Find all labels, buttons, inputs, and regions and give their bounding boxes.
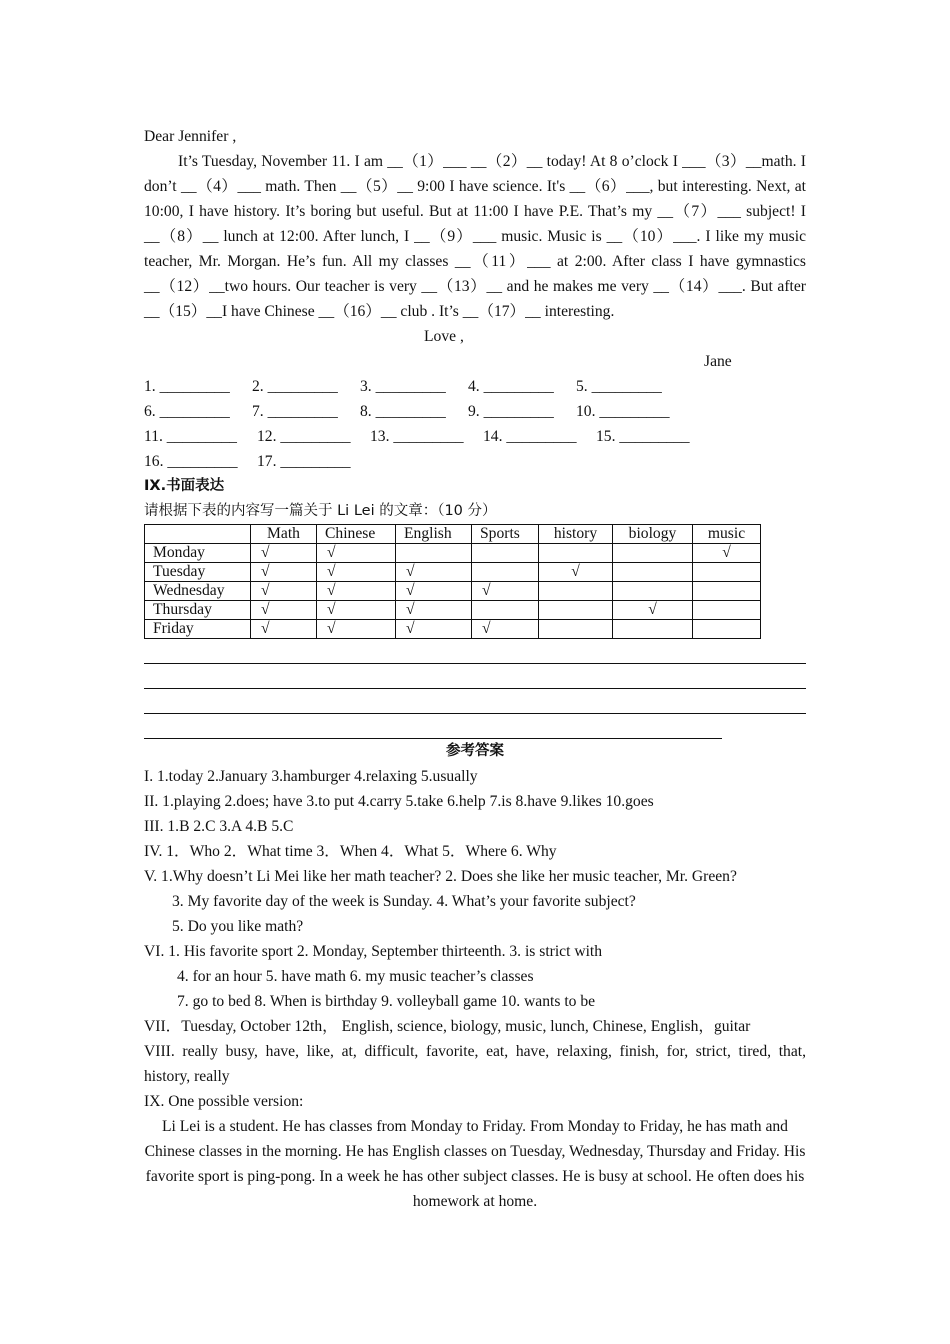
blank-field[interactable]: 3. _________ (360, 378, 446, 395)
table-row (145, 620, 761, 639)
table-cell: √ (317, 582, 396, 601)
table-cell (613, 582, 693, 601)
answer-line: VIII. really busy, have, like, at, difficult, favorite, eat, have, relaxing, finish, for, strict, tired, that, (144, 1043, 806, 1060)
blank-field[interactable]: 9. _________ (468, 403, 554, 420)
table-cell: √ (251, 620, 317, 639)
table-cell: √ (472, 620, 539, 639)
letter-line: don’t __（4）___ math. Then __（5）__ 9:00 I have science. It's __（6）___, but interesting. Next, at (144, 178, 806, 195)
table-row (145, 544, 761, 563)
table-cell (613, 544, 693, 563)
table-cell: √ (251, 563, 317, 582)
letter-line: __（8）__ lunch at 12:00. After lunch, I __（9）___ music. Music is __（10）___. I like my music (144, 228, 806, 245)
table-header-cell: history (539, 525, 613, 544)
table-cell (539, 582, 613, 601)
letter-closing: Love , (424, 328, 464, 345)
table-cell: √ (317, 544, 396, 563)
answer-line: IV. 1．Who 2．What time 3．When 4．What 5．Where 6. Why (144, 843, 557, 860)
blank-field[interactable]: 11. _________ (144, 428, 237, 445)
table-cell: √ (472, 582, 539, 601)
table-cell: √ (613, 601, 693, 620)
table-cell (693, 620, 761, 639)
blank-field[interactable]: 14. _________ (483, 428, 577, 445)
table-row (145, 582, 761, 601)
table-cell (472, 601, 539, 620)
table-cell: √ (317, 601, 396, 620)
answer-line: VII．Tuesday, October 12th， English, science, biology, music, lunch, Chinese, English，guitar (144, 1018, 751, 1035)
answers-title: 参考答案 (446, 743, 504, 759)
answer-line: I. 1.today 2.January 3.hamburger 4.relaxing 5.usually (144, 768, 478, 785)
table-cell: √ (539, 563, 613, 582)
table-header-cell: Math (251, 525, 317, 544)
letter-line: __（15）__I have Chinese __（16）__ club . It’s __（17）__ interesting. (144, 303, 615, 320)
table-cell-day: Thursday (145, 601, 251, 620)
blank-answer-grid (144, 374, 806, 474)
table-header-cell: biology (613, 525, 693, 544)
table-cell (693, 563, 761, 582)
letter-greeting: Dear Jennifer , (144, 128, 237, 145)
table-header-cell: English (396, 525, 472, 544)
writing-line[interactable] (144, 714, 722, 739)
section-instruction: 请根据下表的内容写一篇关于 Li Lei 的文章：（10 分） (144, 503, 497, 519)
table-header-cell: Sports (472, 525, 539, 544)
blank-field[interactable]: 5. _________ (576, 378, 662, 395)
table-cell: √ (396, 601, 472, 620)
blank-row (144, 399, 806, 424)
blank-field[interactable]: 7. _________ (252, 403, 338, 420)
table-row (145, 601, 761, 620)
table-cell: √ (317, 620, 396, 639)
table-cell-day: Wednesday (145, 582, 251, 601)
table-cell (613, 620, 693, 639)
answer-line: III. 1.B 2.C 3.A 4.B 5.C (144, 818, 294, 835)
blank-field[interactable]: 4. _________ (468, 378, 554, 395)
answer-line: II. 1.playing 2.does; have 3.to put 4.carry 5.take 6.help 7.is 8.have 9.likes 10.goes (144, 793, 654, 810)
letter-line: __（12）__two hours. Our teacher is very __（13）__ and he makes me very __（14）___. But after (144, 278, 806, 295)
table-header-cell: Chinese (317, 525, 396, 544)
blank-field[interactable]: 12. _________ (257, 428, 351, 445)
section-title: IX.书面表达 (144, 478, 225, 494)
table-header-row (145, 525, 761, 544)
blank-field[interactable]: 10. _________ (576, 403, 670, 420)
table-cell (539, 620, 613, 639)
table-cell (693, 582, 761, 601)
answer-line: 4. for an hour 5. have math 6. my music teacher’s classes (177, 968, 534, 985)
table-cell: √ (251, 582, 317, 601)
letter-line: 10:00, I have history. It’s boring but useful. But at 11:00 I have P.E. That’s my __（7）___ subject! I (144, 203, 806, 220)
table-row (145, 563, 761, 582)
answer-line: 5. Do you like math? (172, 918, 304, 935)
table-cell-day: Monday (145, 544, 251, 563)
blank-field[interactable]: 6. _________ (144, 403, 230, 420)
table-cell: √ (251, 601, 317, 620)
blank-row (144, 449, 806, 474)
blank-field[interactable]: 13. _________ (370, 428, 464, 445)
writing-line[interactable] (144, 664, 806, 689)
table-cell (539, 601, 613, 620)
table-cell (693, 601, 761, 620)
answer-line: 7. go to bed 8. When is birthday 9. volleyball game 10. wants to be (177, 993, 596, 1010)
blank-row (144, 374, 806, 399)
blank-field[interactable]: 2. _________ (252, 378, 338, 395)
table-cell (613, 563, 693, 582)
table-cell (472, 563, 539, 582)
blank-field[interactable]: 16. _________ (144, 453, 238, 470)
letter-line: It’s Tuesday, November 11. I am __（1）___ __（2）__ today! At 8 o’clock I ___（3）__math. I (178, 153, 806, 170)
sample-essay: Li Lei is a student. He has classes from Monday to Friday. From Monday to Friday, he has math and Chinese classes in the morning. He has English classes on Tuesday, Wednesday, Thursday and Friday. His favorite sport is ping-pong. In a week he has other subject classes. He is busy at school. He often does his homework at home. (144, 1118, 806, 1210)
blank-field[interactable]: 1. _________ (144, 378, 230, 395)
writing-area[interactable] (144, 639, 806, 739)
blank-row (144, 424, 806, 449)
table-cell-day: Tuesday (145, 563, 251, 582)
table-cell: √ (396, 620, 472, 639)
writing-line[interactable] (144, 639, 806, 664)
document-page (144, 124, 806, 1214)
schedule-table (144, 524, 761, 639)
table-cell (472, 544, 539, 563)
table-cell: √ (317, 563, 396, 582)
table-header-cell: music (693, 525, 761, 544)
blank-field[interactable]: 8. _________ (360, 403, 446, 420)
writing-line[interactable] (144, 689, 806, 714)
table-cell: √ (396, 563, 472, 582)
answer-line: history, really (144, 1068, 230, 1085)
answer-line: VI. 1. His favorite sport 2. Monday, September thirteenth. 3. is strict with (144, 943, 603, 960)
letter-signature: Jane (704, 353, 732, 370)
table-header-cell (145, 525, 251, 544)
table-cell: √ (251, 544, 317, 563)
table-cell: √ (693, 544, 761, 563)
table-cell (539, 544, 613, 563)
blank-field[interactable]: 15. _________ (596, 428, 690, 445)
answer-line: 3. My favorite day of the week is Sunday. 4. What’s your favorite subject? (172, 893, 636, 910)
answer-line: V. 1.Why doesn’t Li Mei like her math teacher? 2. Does she like her music teacher, Mr. Green? (144, 868, 737, 885)
blank-field[interactable]: 17. _________ (257, 453, 351, 470)
letter-line: teacher, Mr. Morgan. He’s fun. All my classes __（11）___ at 2:00. After class I have gymnastics (144, 253, 806, 270)
table-cell (396, 544, 472, 563)
table-cell-day: Friday (145, 620, 251, 639)
table-cell: √ (396, 582, 472, 601)
answer-line: IX. One possible version: (144, 1093, 304, 1110)
